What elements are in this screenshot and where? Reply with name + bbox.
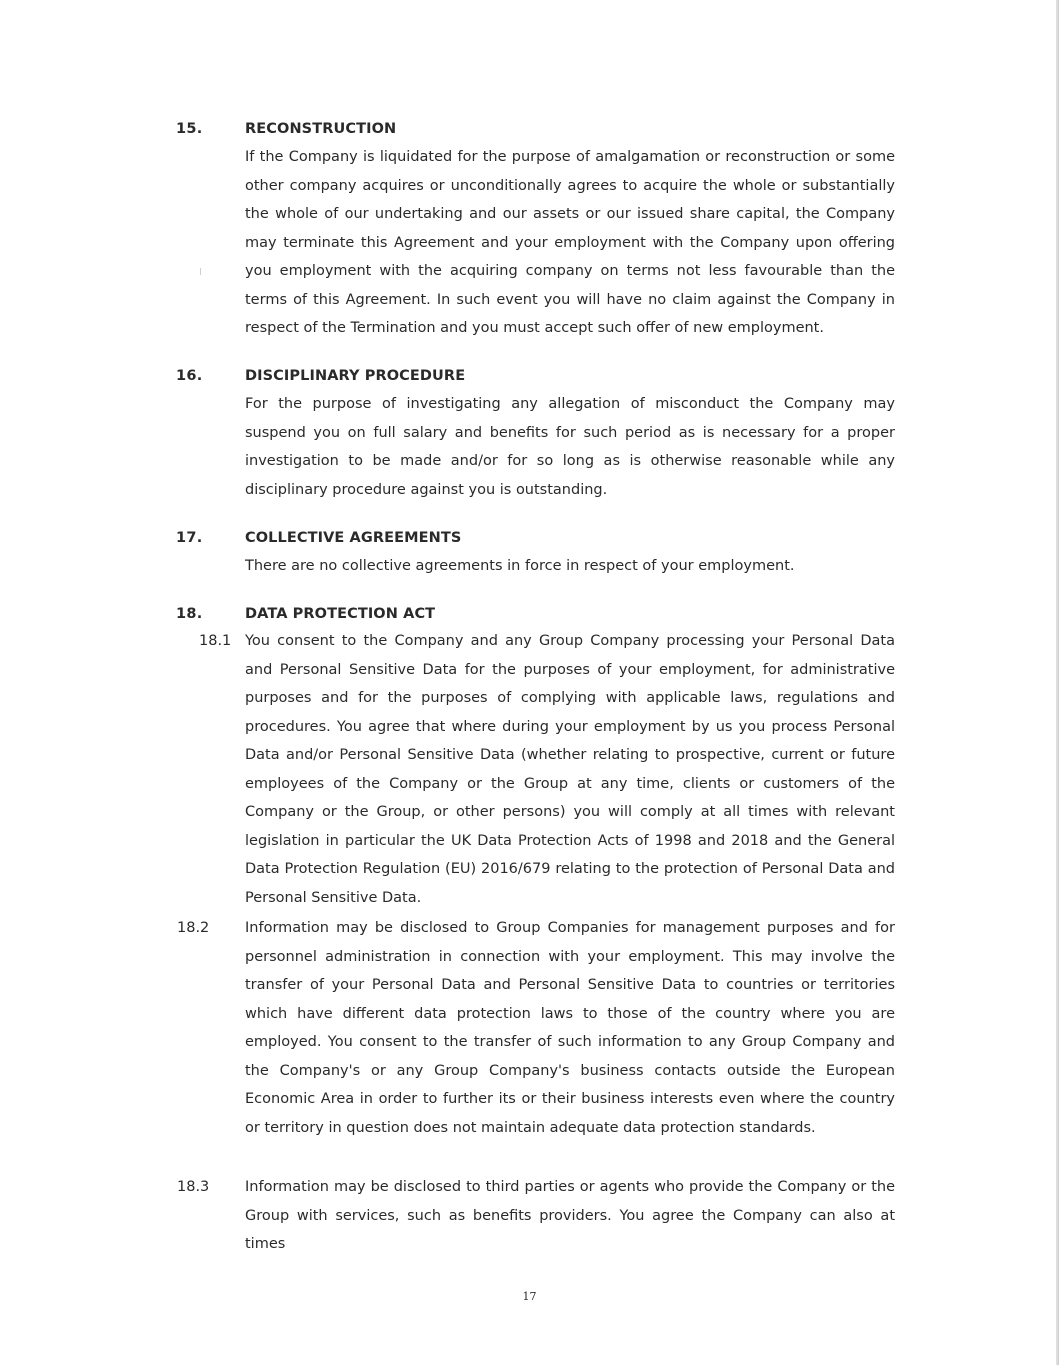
section-15-number: 15. <box>176 121 203 137</box>
section-16-heading: DISCIPLINARY PROCEDURE <box>245 368 466 384</box>
section-17-text: There are no collective agreements in force in respect of your employment. <box>245 558 795 574</box>
clause-18-2-text: Information may be disclosed to Group Companies for management purposes and for personnel administration in connection with your employment. This may involve the transfer of your Personal Data and Personal Sensitive Data to countries or territories which have different data protection laws to those of the country where you are employed. You consent to the transfer of such information to any Group Company and the Company's or any Group Company's business contacts outside the European Economic Area in order to further its or their business interests even where the country or territory in question does not maintain adequate data protection standards. <box>245 920 895 1136</box>
clause-18-3-text: Information may be disclosed to third parties or agents who provide the Company or the Group with services, such as benefits providers. You agree the Company can also at times <box>245 1179 895 1252</box>
section-17-heading: COLLECTIVE AGREEMENTS <box>245 530 462 546</box>
clause-18-3-number: 18.3 <box>177 1179 210 1195</box>
section-18-heading: DATA PROTECTION ACT <box>245 606 436 622</box>
clause-18-1-number: 18.1 <box>199 633 232 649</box>
page-number: 17 <box>522 1290 537 1303</box>
section-17-number: 17. <box>176 530 203 546</box>
section-16-text: For the purpose of investigating any allegation of misconduct the Company may suspend you on full salary and benefits for such period as is necessary for a proper investigation to be made and/or for so long as is otherwise reasonable while any disciplinary procedure against you is outstanding. <box>245 396 895 498</box>
clause-18-1-text: You consent to the Company and any Group Company processing your Personal Data and Personal Sensitive Data for the purposes of your employment, for administrative purposes and for the purposes of complying with applicable laws, regulations and procedures. You agree that where during your employment by us you process Personal Data and/or Personal Sensitive Data (whether relating to prospective, current or future employees of the Company or the Group at any time, clients or customers of the Company or the Group, or other persons) you will comply at all times with relevant legislation in particular the UK Data Protection Acts of 1998 and 2018 and the General Data Protection Regulation (EU) 2016/679 relating to the protection of Personal Data and Personal Sensitive Data. <box>245 633 895 906</box>
section-18-number: 18. <box>176 606 203 622</box>
section-16-number: 16. <box>176 368 203 384</box>
scan-mark <box>200 268 201 275</box>
section-15-text: If the Company is liquidated for the purpose of amalgamation or reconstruction or some other company acquires or unconditionally agrees to acquire the whole or substantially the whole of our undertaking and our assets or our issued share capital, the Company may terminate this Agreement and your employment with the Company upon offering you employment with the acquiring company on terms not less favourable than the terms of this Agreement. In such event you will have no claim against the Company in respect of the Termination and you must accept such offer of new employment. <box>245 149 895 336</box>
clause-18-2-number: 18.2 <box>177 920 210 936</box>
section-15-heading: RECONSTRUCTION <box>245 121 397 137</box>
